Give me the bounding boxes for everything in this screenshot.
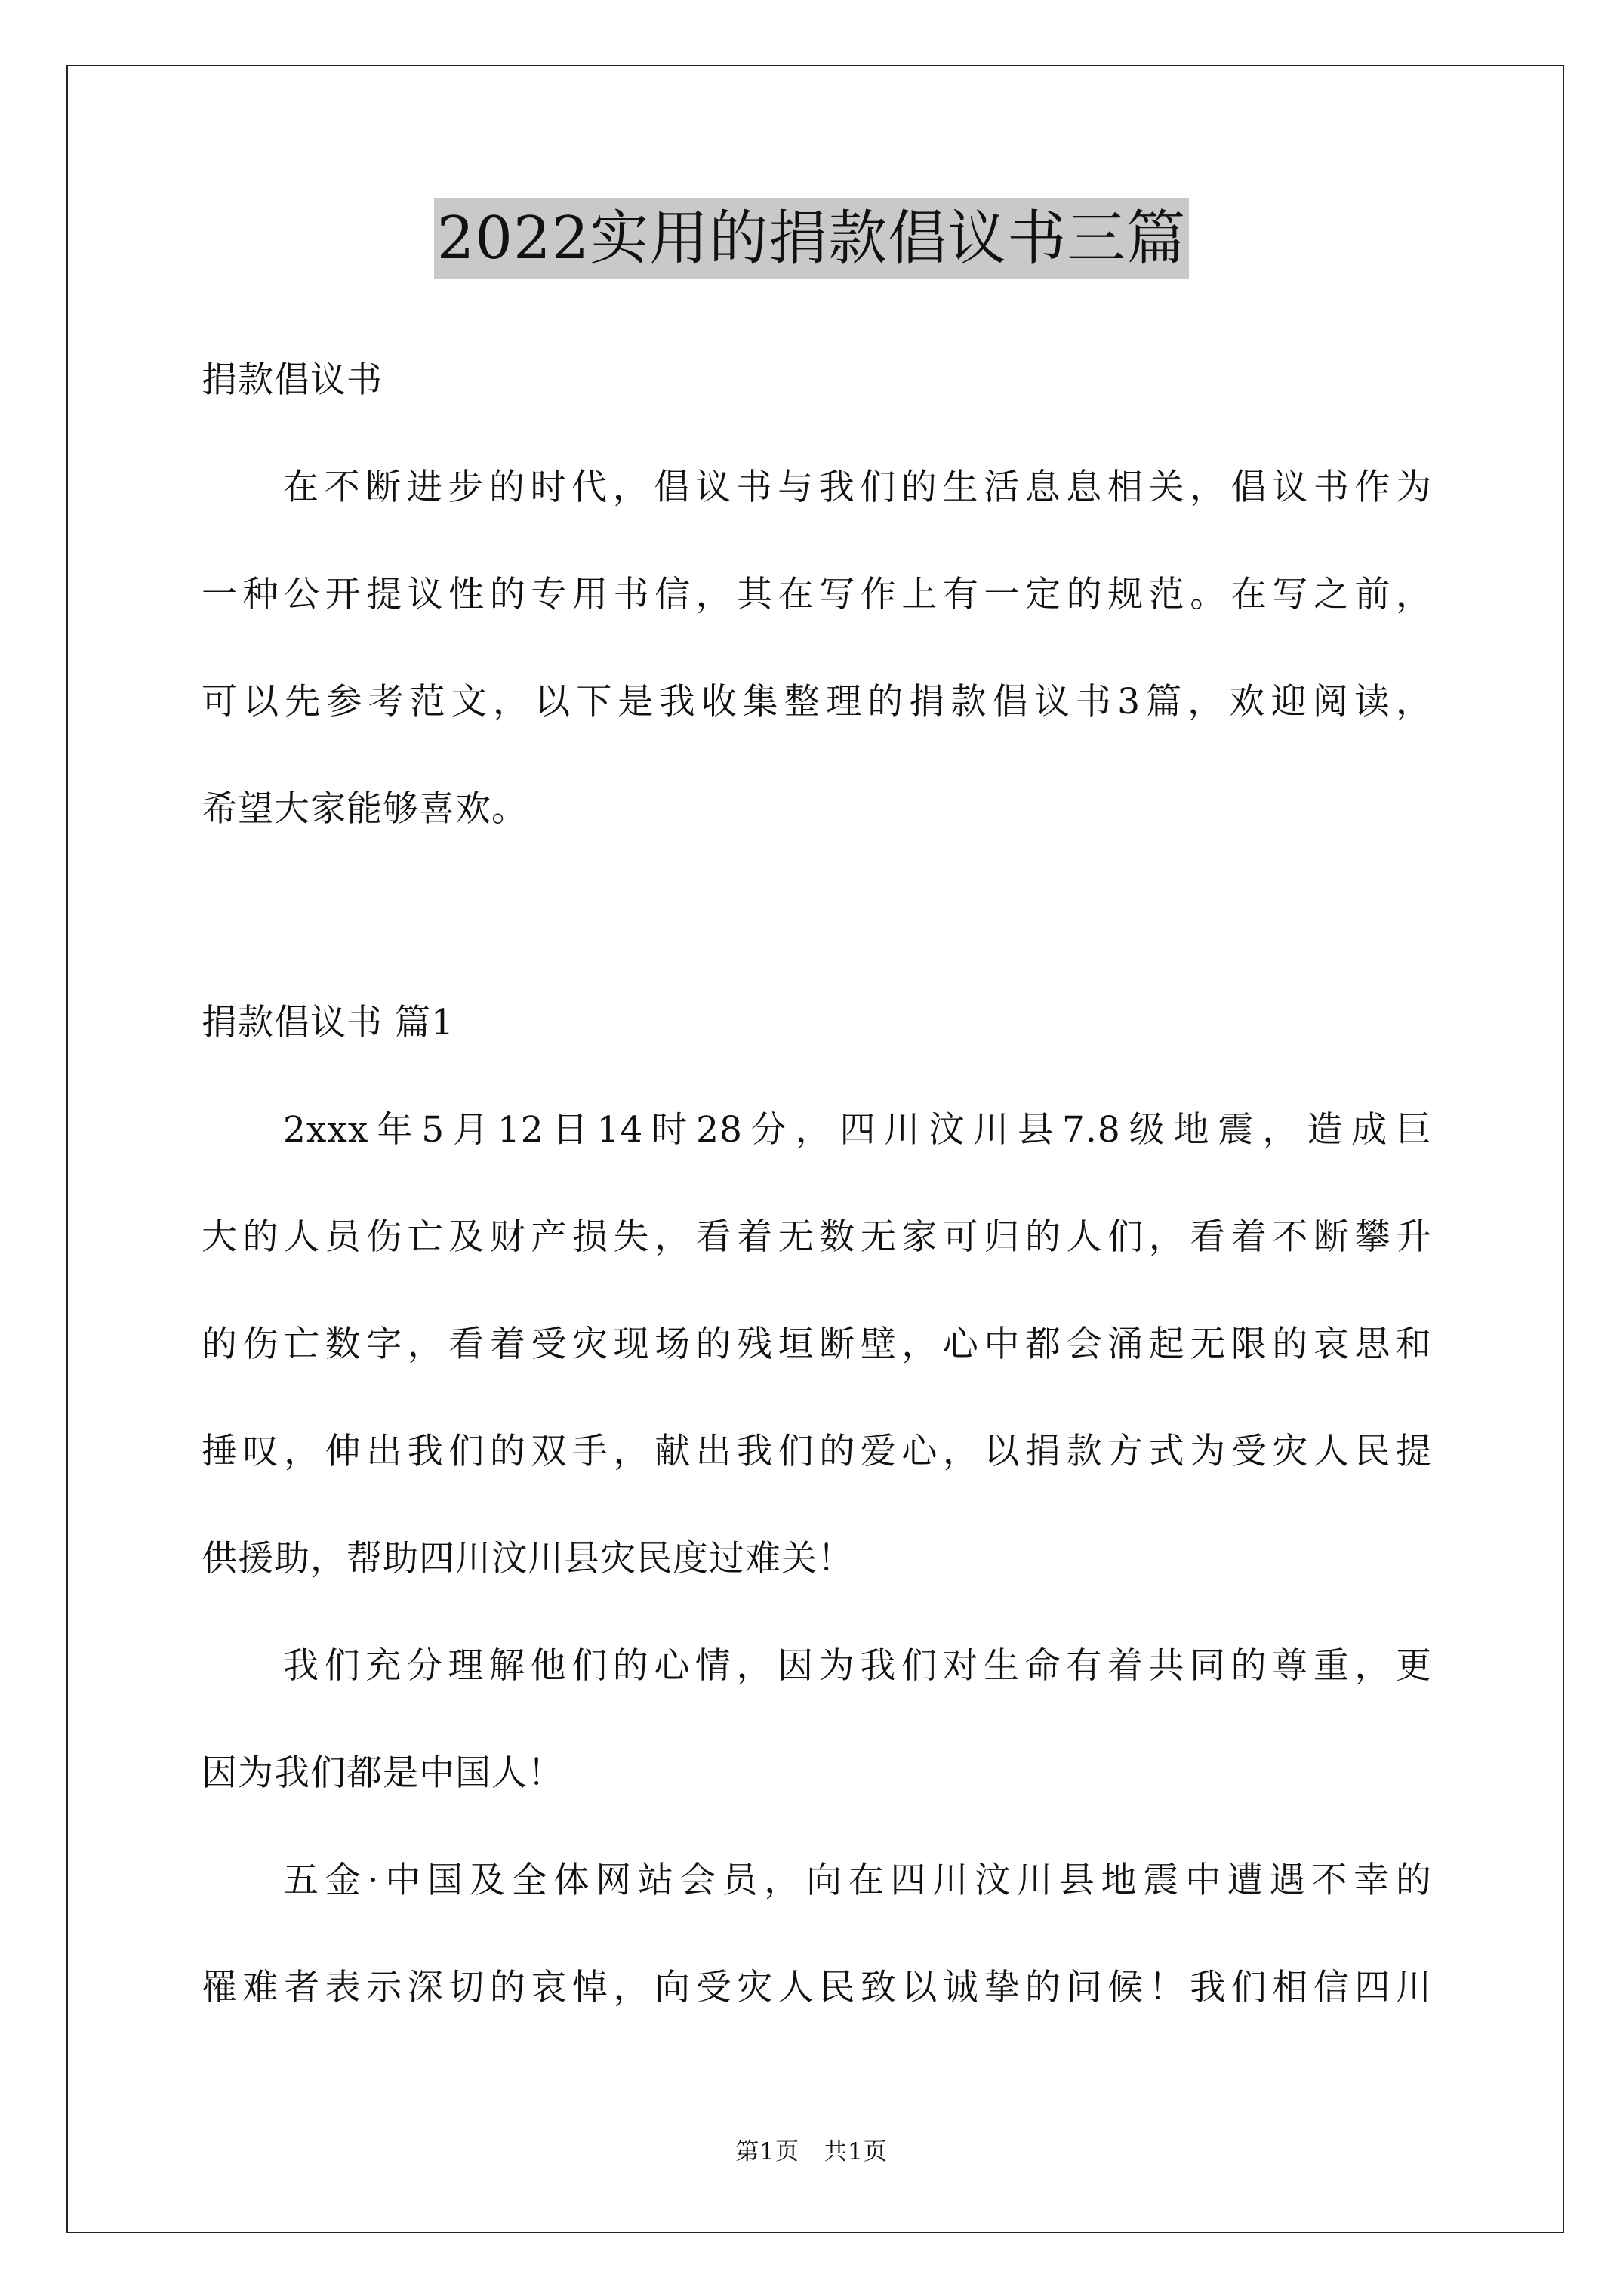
paragraph-line: 可以先参考范文，以下是我收集整理的捐款倡议书3篇，欢迎阅读，: [202, 681, 1432, 723]
paragraph-line: 罹难者表示深切的哀悼，向受灾人民致以诚挚的问候！我们相信四川: [202, 1967, 1432, 2008]
page-footer: 第1页 共1页: [735, 2138, 888, 2165]
title-container: [0, 198, 1623, 279]
paragraph-line: 在不断进步的时代，倡议书与我们的生活息息相关，倡议书作为: [283, 467, 1432, 508]
paragraph-line: 捶叹，伸出我们的双手，献出我们的爱心，以捐款方式为受灾人民提: [202, 1431, 1432, 1472]
paragraph-line: 大的人员伤亡及财产损失，看着无数无家可归的人们，看着不断攀升: [202, 1216, 1432, 1258]
paragraph-line: 我们充分理解他们的心情，因为我们对生命有着共同的尊重，更: [283, 1645, 1432, 1687]
paragraph-line: 2xxx年5月12日14时28分，四川汶川县7.8级地震，造成巨: [283, 1109, 1432, 1151]
document-title: 2022实用的捐款倡议书三篇: [434, 198, 1190, 279]
section-heading: 捐款倡议书: [202, 359, 383, 401]
paragraph-line: 希望大家能够喜欢。: [202, 788, 528, 830]
paragraph-line: 供援助，帮助四川汶川县灾民度过难关！: [202, 1538, 854, 1579]
paragraph-line: 一种公开提议性的专用书信，其在写作上有一定的规范。在写之前，: [202, 574, 1432, 615]
paragraph-line: 因为我们都是中国人！: [202, 1752, 564, 1794]
paragraph-line: 的伤亡数字，看着受灾现场的残垣断壁，心中都会涌起无限的哀思和: [202, 1324, 1432, 1365]
section-heading: 捐款倡议书 篇1: [202, 1002, 454, 1043]
paragraph-line: 五金·中国及全体网站会员，向在四川汶川县地震中遭遇不幸的: [283, 1860, 1432, 1901]
